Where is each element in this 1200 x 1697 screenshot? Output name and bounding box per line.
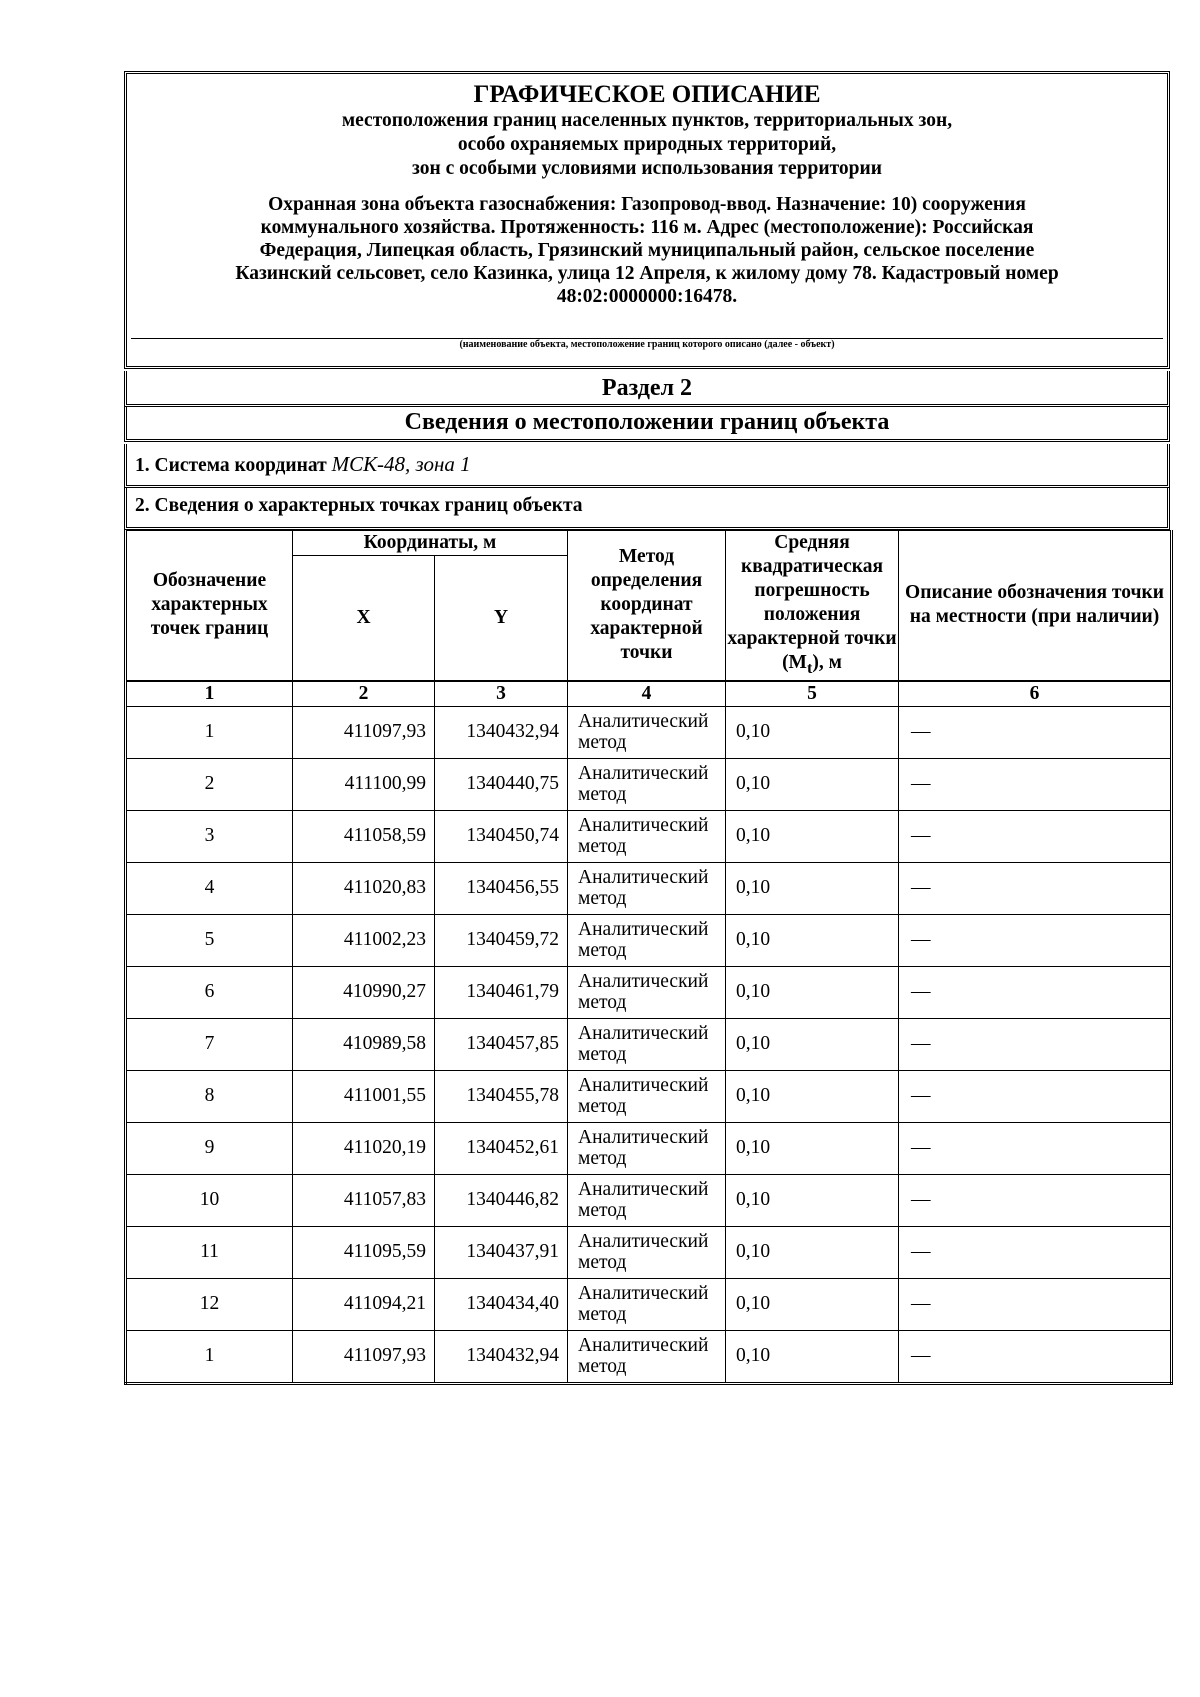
point-id-cell: 10 — [126, 1174, 293, 1226]
description-cell: — — [899, 810, 1172, 862]
description-cell: — — [899, 1330, 1172, 1383]
table-row — [126, 1278, 1172, 1330]
x-coord-cell: 411058,59 — [293, 810, 435, 862]
description-cell: — — [899, 914, 1172, 966]
col-header-error-unit: ), м — [812, 652, 842, 673]
col-header-error — [726, 531, 899, 681]
point-id-cell: 4 — [126, 862, 293, 914]
coord-system-label: 1. Система координат — [135, 455, 327, 476]
error-cell: 0,10 — [726, 862, 899, 914]
y-coord-cell: 1340434,40 — [435, 1278, 568, 1330]
column-index-row — [126, 681, 1172, 707]
error-cell: 0,10 — [726, 1122, 899, 1174]
y-coord-cell: 1340450,74 — [435, 810, 568, 862]
table-row — [126, 914, 1172, 966]
y-coord-cell: 1340459,72 — [435, 914, 568, 966]
table-row — [126, 862, 1172, 914]
y-coord-cell: 1340457,85 — [435, 1018, 568, 1070]
document-sheet — [124, 71, 1170, 1385]
description-cell: — — [899, 706, 1172, 758]
description-cell: — — [899, 758, 1172, 810]
col-header-error-sub: t — [806, 658, 813, 677]
col-header-point: Обозначение характерных точек границ — [126, 531, 293, 681]
point-id-cell: 2 — [126, 758, 293, 810]
description-cell: — — [899, 1018, 1172, 1070]
column-index: 6 — [899, 681, 1172, 707]
description-cell: — — [899, 1278, 1172, 1330]
coord-system-value: МСК-48, зона 1 — [331, 452, 471, 476]
subtitle-line: зон с особыми условиями использования территории — [412, 158, 882, 179]
error-cell: 0,10 — [726, 1278, 899, 1330]
y-coord-cell: 1340440,75 — [435, 758, 568, 810]
method-cell: Аналитический метод — [568, 1018, 726, 1070]
method-cell: Аналитический метод — [568, 1226, 726, 1278]
subtitle-line: особо охраняемых природных территорий, — [457, 134, 837, 155]
description-cell: — — [899, 1174, 1172, 1226]
y-coord-cell: 1340432,94 — [435, 706, 568, 758]
method-cell: Аналитический метод — [568, 758, 726, 810]
y-coord-cell: 1340432,94 — [435, 1330, 568, 1383]
point-id-cell: 1 — [126, 706, 293, 758]
x-coord-cell: 411094,21 — [293, 1278, 435, 1330]
error-cell: 0,10 — [726, 1018, 899, 1070]
y-coord-cell: 1340452,61 — [435, 1122, 568, 1174]
table-row — [126, 706, 1172, 758]
method-cell: Аналитический метод — [568, 1070, 726, 1122]
point-id-cell: 8 — [126, 1070, 293, 1122]
x-coord-cell: 411020,83 — [293, 862, 435, 914]
column-index: 1 — [126, 681, 293, 707]
col-header-error-text: Средняя квадратическая погрешность положения характерной точки (M — [727, 532, 897, 673]
y-coord-cell: 1340437,91 — [435, 1226, 568, 1278]
method-cell: Аналитический метод — [568, 1278, 726, 1330]
method-cell: Аналитический метод — [568, 914, 726, 966]
column-index: 2 — [293, 681, 435, 707]
error-cell: 0,10 — [726, 914, 899, 966]
x-coord-cell: 411057,83 — [293, 1174, 435, 1226]
table-row — [126, 1174, 1172, 1226]
col-header-description: Описание обозначения точки на местности (при наличии) — [899, 531, 1172, 681]
column-index: 5 — [726, 681, 899, 707]
method-cell: Аналитический метод — [568, 1174, 726, 1226]
object-line: Казинский сельсовет, село Казинка, улица 12 Апреля, к жилому дому 78. Кадастровый номер — [235, 263, 1059, 284]
y-coord-cell: 1340446,82 — [435, 1174, 568, 1226]
x-coord-cell: 411001,55 — [293, 1070, 435, 1122]
object-description — [127, 193, 1167, 308]
x-coord-cell: 411002,23 — [293, 914, 435, 966]
x-coord-cell: 410990,27 — [293, 966, 435, 1018]
table-row — [126, 1018, 1172, 1070]
points-heading: 2. Сведения о характерных точках границ объекта — [124, 488, 1170, 530]
column-index: 4 — [568, 681, 726, 707]
point-id-cell: 3 — [126, 810, 293, 862]
col-header-coords: Координаты, м — [293, 531, 568, 556]
point-id-cell: 1 — [126, 1330, 293, 1383]
error-cell: 0,10 — [726, 1070, 899, 1122]
error-cell: 0,10 — [726, 1174, 899, 1226]
x-coord-cell: 411097,93 — [293, 1330, 435, 1383]
error-cell: 0,10 — [726, 810, 899, 862]
section-number: Раздел 2 — [124, 371, 1170, 407]
x-coord-cell: 411095,59 — [293, 1226, 435, 1278]
subtitle-line: местоположения границ населенных пунктов, территориальных зон, — [341, 110, 953, 131]
point-id-cell: 5 — [126, 914, 293, 966]
point-id-cell: 12 — [126, 1278, 293, 1330]
object-caption: (наименование объекта, местоположение границ которого описано (далее - объект) — [459, 339, 835, 350]
table-row — [126, 1122, 1172, 1174]
error-cell: 0,10 — [726, 1226, 899, 1278]
col-header-x: X — [293, 556, 435, 681]
table-row — [126, 1330, 1172, 1383]
col-header-y: Y — [435, 556, 568, 681]
method-cell: Аналитический метод — [568, 1330, 726, 1383]
method-cell: Аналитический метод — [568, 810, 726, 862]
y-coord-cell: 1340461,79 — [435, 966, 568, 1018]
object-line: Федерация, Липецкая область, Грязинский муниципальный район, сельское поселение — [259, 240, 1035, 261]
col-header-method: Метод определения координат характерной точки — [568, 531, 726, 681]
section-title: Сведения о местоположении границ объекта — [124, 407, 1170, 442]
table-row — [126, 966, 1172, 1018]
point-id-cell: 9 — [126, 1122, 293, 1174]
description-cell: — — [899, 1226, 1172, 1278]
y-coord-cell: 1340456,55 — [435, 862, 568, 914]
error-cell: 0,10 — [726, 1330, 899, 1383]
error-cell: 0,10 — [726, 706, 899, 758]
table-row — [126, 758, 1172, 810]
method-cell: Аналитический метод — [568, 966, 726, 1018]
object-line: Охранная зона объекта газоснабжения: Газопровод-ввод. Назначение: 10) сооружения — [268, 194, 1026, 215]
x-coord-cell: 410989,58 — [293, 1018, 435, 1070]
x-coord-cell: 411097,93 — [293, 706, 435, 758]
points-table-body — [126, 681, 1172, 1384]
method-cell: Аналитический метод — [568, 706, 726, 758]
points-table — [124, 530, 1173, 1385]
description-cell: — — [899, 1122, 1172, 1174]
table-row — [126, 1226, 1172, 1278]
column-index: 3 — [435, 681, 568, 707]
method-cell: Аналитический метод — [568, 862, 726, 914]
x-coord-cell: 411100,99 — [293, 758, 435, 810]
table-row — [126, 1070, 1172, 1122]
y-coord-cell: 1340455,78 — [435, 1070, 568, 1122]
header-block — [124, 71, 1170, 369]
object-line: 48:02:0000000:16478. — [556, 286, 738, 307]
error-cell: 0,10 — [726, 966, 899, 1018]
description-cell: — — [899, 1070, 1172, 1122]
table-row — [126, 810, 1172, 862]
x-coord-cell: 411020,19 — [293, 1122, 435, 1174]
object-line: коммунального хозяйства. Протяженность: 116 м. Адрес (местоположение): Российская — [260, 217, 1034, 238]
point-id-cell: 6 — [126, 966, 293, 1018]
coord-system-row — [124, 444, 1170, 488]
error-cell: 0,10 — [726, 758, 899, 810]
method-cell: Аналитический метод — [568, 1122, 726, 1174]
point-id-cell: 11 — [126, 1226, 293, 1278]
point-id-cell: 7 — [126, 1018, 293, 1070]
description-cell: — — [899, 862, 1172, 914]
document-title: ГРАФИЧЕСКОЕ ОПИСАНИЕ — [473, 81, 821, 108]
description-cell: — — [899, 966, 1172, 1018]
